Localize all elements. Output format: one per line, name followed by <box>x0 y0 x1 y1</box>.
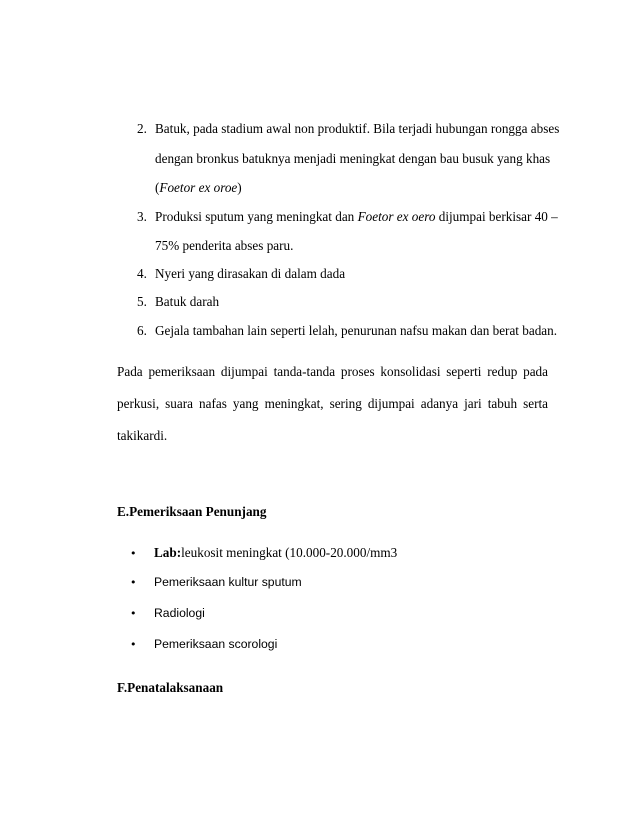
list-item-line: dengan bronkus batuknya menjadi meningkat dengan bau busuk yang khas <box>155 151 551 166</box>
list-item: • Pemeriksaan scorologi <box>130 637 278 651</box>
list-item: • Lab:leukosit meningkat (10.000-20.000/mm3 <box>130 545 398 560</box>
section-heading: F.Penatalaksanaan <box>117 680 224 695</box>
list-number: 5. <box>137 294 147 309</box>
list-item: • Radiologi <box>130 606 205 620</box>
list-item-line: Batuk, pada stadium awal non produktif. Bila terjadi hubungan rongga abses <box>155 121 560 136</box>
list-item-line: Batuk darah <box>155 294 220 309</box>
bullet-icon: • <box>130 547 137 560</box>
italic-term: Foetor ex oroe <box>159 180 238 195</box>
list-number: 3. <box>137 209 147 224</box>
list-item-line: 75% penderita abses paru. <box>155 238 294 253</box>
section-heading: E.Pemeriksaan Penunjang <box>117 504 267 519</box>
list-item-line: Nyeri yang dirasakan di dalam dada <box>155 266 346 281</box>
paragraph-line: takikardi. <box>117 428 168 443</box>
list-item-line: (Foetor ex oroe) <box>155 180 242 195</box>
list-number: 6. <box>137 323 147 338</box>
list-item: • Pemeriksaan kultur sputum <box>130 575 302 589</box>
bullet-icon: • <box>130 576 137 589</box>
paragraph-line: perkusi, suara nafas yang meningkat, sering dijumpai adanya jari tabuh serta <box>117 396 548 411</box>
paragraph-line: Pada pemeriksaan dijumpai tanda-tanda proses konsolidasi seperti redup pada <box>117 364 548 379</box>
list-number: 4. <box>137 266 147 281</box>
list-item-line: Gejala tambahan lain seperti lelah, penurunan nafsu makan dan berat badan. <box>155 323 558 338</box>
list-item-line: Produksi sputum yang meningkat dan Foetor ex oero dijumpai berkisar 40 – <box>155 209 558 224</box>
bullet-icon: • <box>130 607 137 620</box>
italic-term: Foetor ex oero <box>357 209 436 224</box>
bullet-icon: • <box>130 638 137 651</box>
list-number: 2. <box>137 121 147 136</box>
